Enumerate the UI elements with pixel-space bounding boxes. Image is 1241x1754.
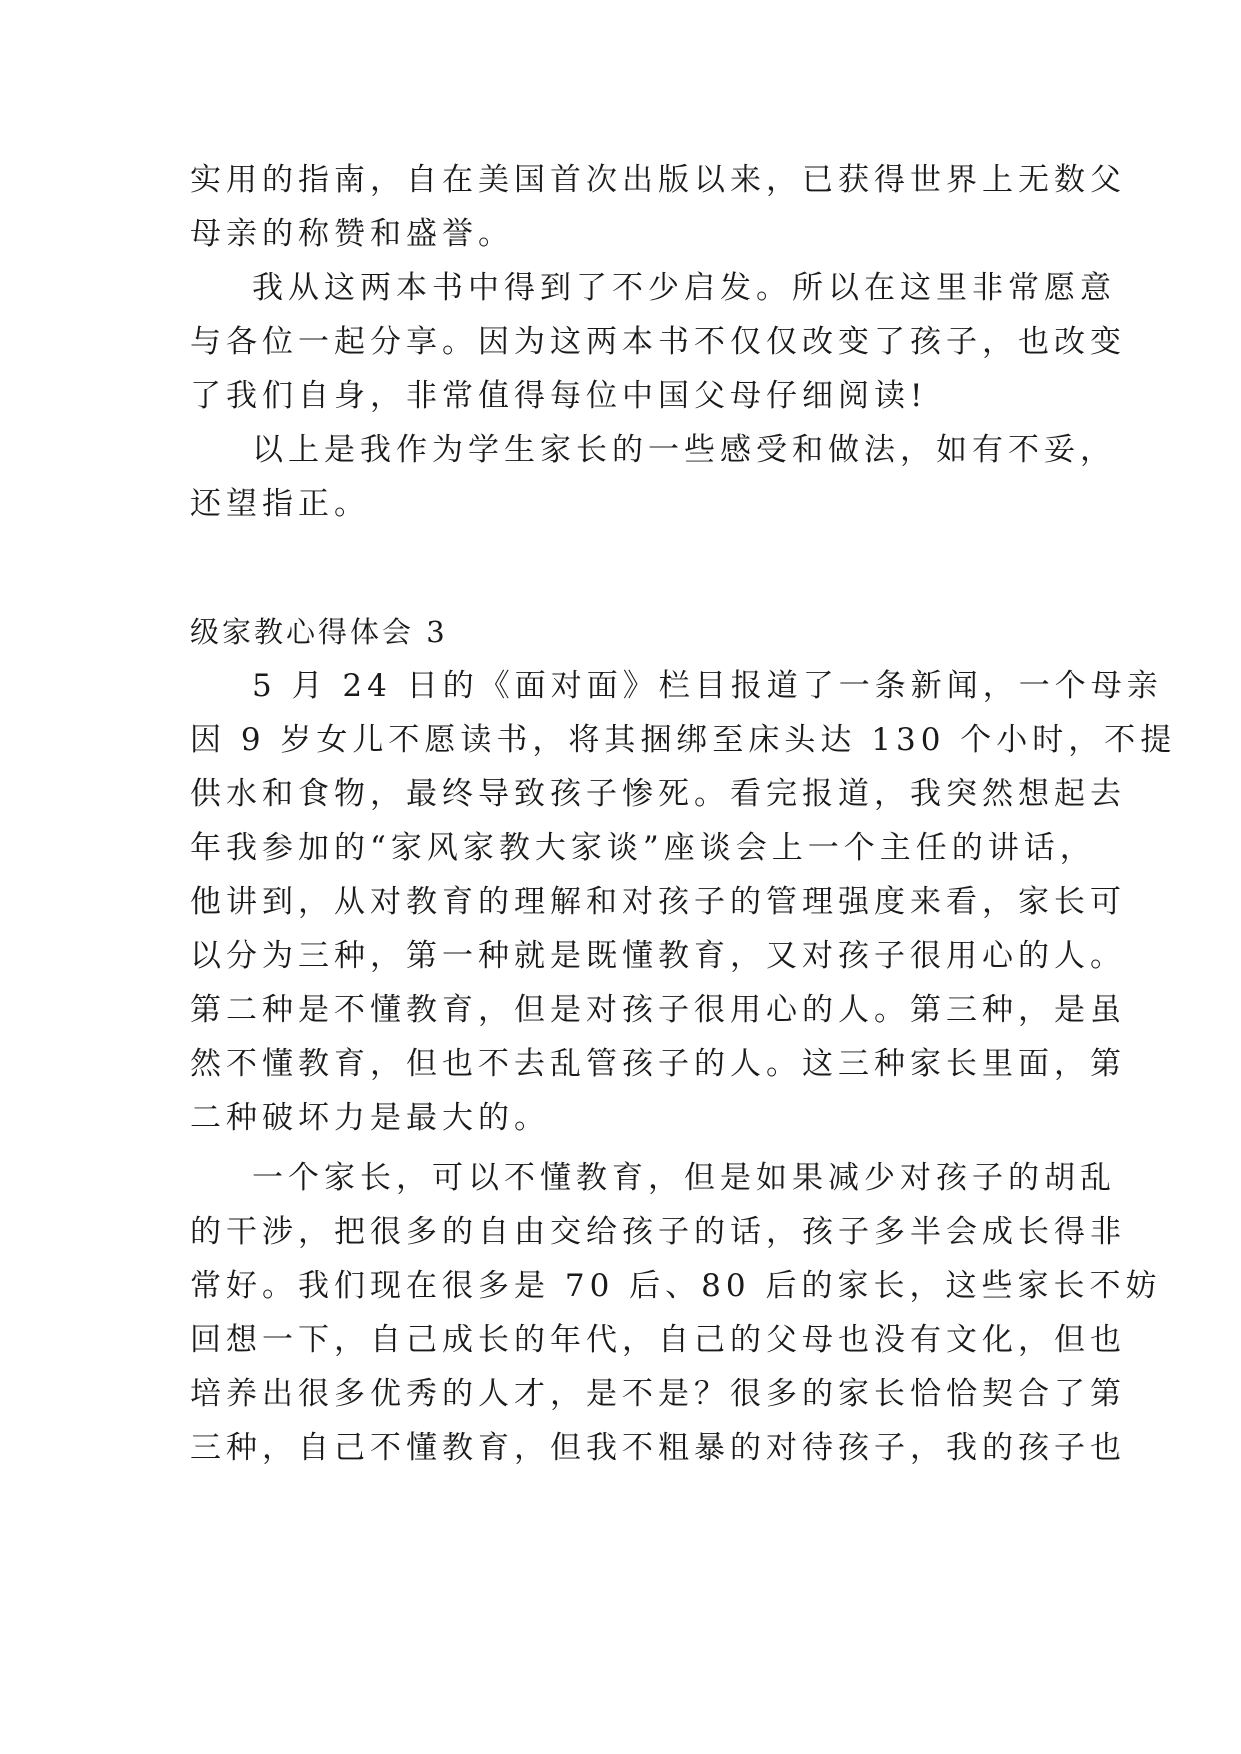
paragraph-line: 常好。我们现在很多是 70 后、80 后的家长，这些家长不妨 xyxy=(190,1268,1162,1304)
paragraph-line: 他讲到，从对教育的理解和对孩子的管理强度来看，家长可 xyxy=(190,884,1126,920)
paragraph-line: 实用的指南，自在美国首次出版以来，已获得世界上无数父 xyxy=(190,162,1126,198)
paragraph-line: 年我参加的“家风家教大家谈”座谈会上一个主任的讲话， xyxy=(190,830,1096,866)
paragraph-line: 二种破坏力是最大的。 xyxy=(190,1100,550,1136)
paragraph-line: 还望指正。 xyxy=(190,486,370,522)
paragraph-line: 供水和食物，最终导致孩子惨死。看完报道，我突然想起去 xyxy=(190,776,1126,812)
paragraph-line: 母亲的称赞和盛誉。 xyxy=(190,216,514,252)
paragraph-line: 以上是我作为学生家长的一些感受和做法，如有不妥， xyxy=(252,432,1116,468)
paragraph-line: 与各位一起分享。因为这两本书不仅仅改变了孩子，也改变 xyxy=(190,324,1126,360)
paragraph-line: 5 月 24 日的《面对面》栏目报道了一条新闻，一个母亲 xyxy=(252,668,1163,704)
paragraph-line: 了我们自身，非常值得每位中国父母仔细阅读! xyxy=(190,378,928,414)
paragraph-line: 培养出很多优秀的人才，是不是？很多的家长恰恰契合了第 xyxy=(190,1376,1126,1412)
section-heading: 级家教心得体会 3 xyxy=(190,615,448,649)
paragraph-line: 三种，自己不懂教育，但我不粗暴的对待孩子，我的孩子也 xyxy=(190,1430,1126,1466)
paragraph-line: 我从这两本书中得到了不少启发。所以在这里非常愿意 xyxy=(252,270,1116,306)
paragraph-line: 的干涉，把很多的自由交给孩子的话，孩子多半会成长得非 xyxy=(190,1214,1126,1250)
paragraph-line: 以分为三种，第一种就是既懂教育，又对孩子很用心的人。 xyxy=(190,938,1126,974)
paragraph-line: 第二种是不懂教育，但是对孩子很用心的人。第三种，是虽 xyxy=(190,992,1126,1028)
paragraph-line: 一个家长，可以不懂教育，但是如果减少对孩子的胡乱 xyxy=(252,1160,1116,1196)
paragraph-line: 回想一下，自己成长的年代，自己的父母也没有文化，但也 xyxy=(190,1322,1126,1358)
paragraph-line: 然不懂教育，但也不去乱管孩子的人。这三种家长里面，第 xyxy=(190,1046,1126,1082)
paragraph-line: 因 9 岁女儿不愿读书，将其捆绑至床头达 130 个小时，不提 xyxy=(190,722,1177,758)
